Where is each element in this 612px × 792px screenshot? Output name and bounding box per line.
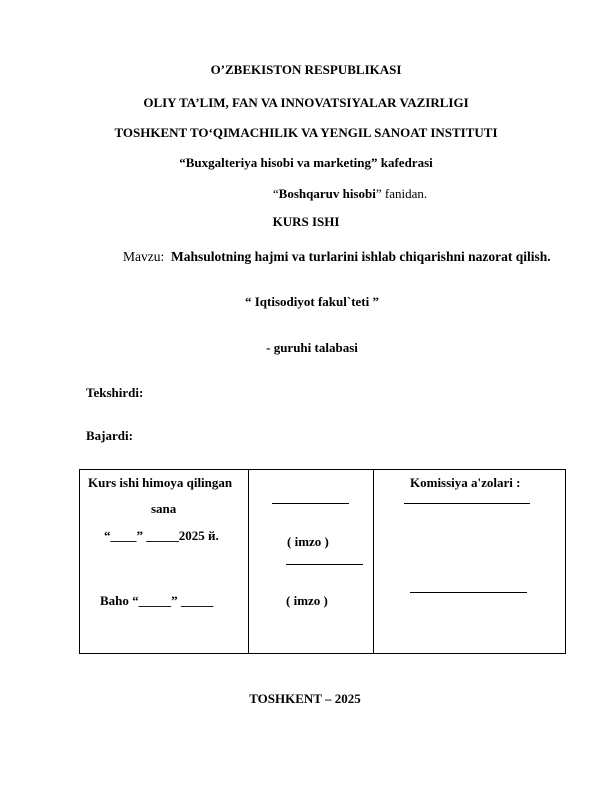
- faculty-line: “ Iqtisodiyot fakul`teti ”: [245, 294, 379, 309]
- defense-date: “____” _____2025 й.: [104, 528, 219, 543]
- commission-label: Komissiya a'zolari :: [410, 475, 521, 490]
- signature-table: [79, 469, 566, 654]
- topic-text: Mahsulotning hajmi va turlarini ishlab chiqarishni nazorat qilish.: [171, 249, 551, 264]
- republic-heading: O’ZBEKISTON RESPUBLIKASI: [210, 62, 402, 77]
- commission-line-2: [410, 592, 527, 593]
- signature-line-2: [286, 564, 363, 565]
- institute-heading: TOSHKENT TO‘QIMACHILIK VA YENGIL SANOAT INSTITUTI: [114, 125, 498, 140]
- commission-cell: [374, 470, 566, 654]
- defense-cell: [80, 470, 249, 654]
- commission-line-1: [404, 503, 530, 504]
- subject-line: [44, 186, 612, 202]
- department-heading: “Buxgalteriya hisobi va marketing” kafedrasi: [179, 155, 433, 170]
- signature-label-1: ( imzo ): [287, 534, 329, 549]
- defense-label-line2: sana: [151, 501, 177, 516]
- signature-line-1: [272, 503, 349, 504]
- group-line: - guruhi talabasi: [266, 340, 358, 355]
- defense-label-line1: Kurs ishi himoya qilingan: [88, 475, 233, 490]
- subject-suffix: ” fanidan.: [375, 186, 428, 201]
- footer-city-year: TOSHKENT – 2025: [249, 691, 361, 706]
- topic-line: [123, 249, 551, 265]
- subject-open-quote: “: [272, 186, 279, 201]
- topic-label: Mavzu: [123, 249, 161, 264]
- done-by-label: Bajardi:: [86, 428, 133, 443]
- checked-by-label: Tekshirdi:: [86, 385, 144, 400]
- subject-name: Boshqaruv hisobi: [278, 186, 376, 201]
- signatures-cell: [249, 470, 374, 654]
- signature-label-2: ( imzo ): [286, 593, 328, 608]
- ministry-heading: OLIY TA’LIM, FAN VA INNOVATSIYALAR VAZIRLIGI: [143, 95, 469, 110]
- topic-colon: :: [160, 249, 165, 264]
- work-type: KURS ISHI: [272, 214, 340, 229]
- grade-line: Baho “_____” _____: [100, 593, 214, 608]
